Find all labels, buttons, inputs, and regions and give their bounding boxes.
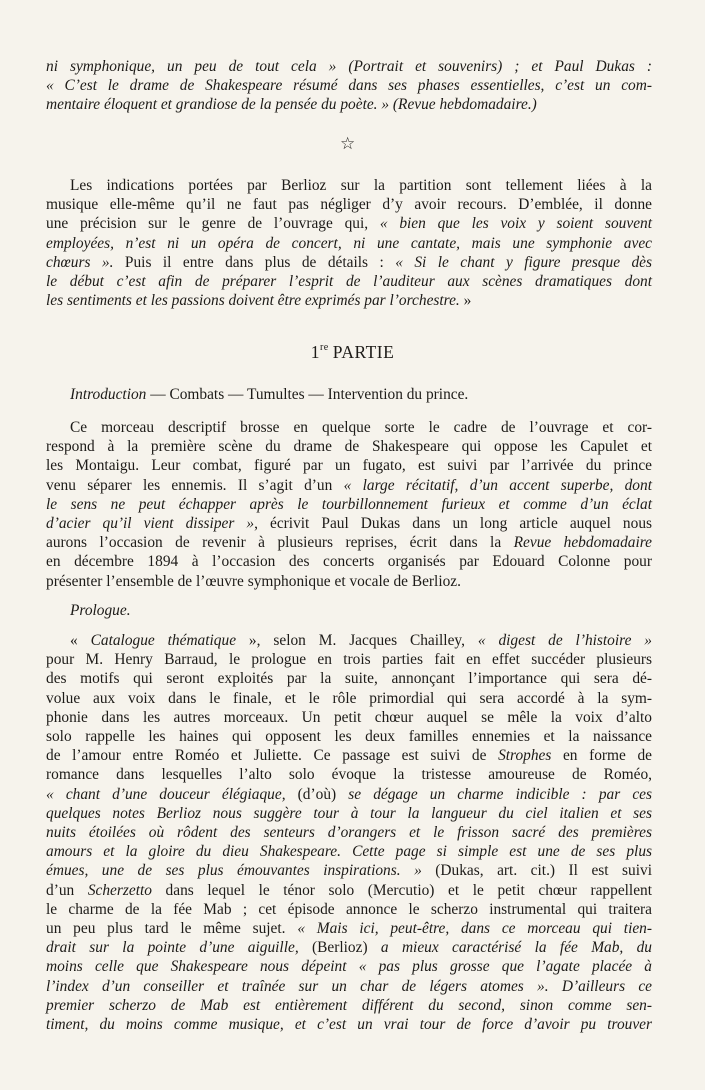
star-separator-icon: ☆ <box>340 134 356 153</box>
text-line: « chant d’une douceur élégiaque, (d’où) se dégage un charme indicible : par ces <box>46 785 652 803</box>
text-line: drait sur la pointe d’une aiguille, (Berlioz) a mieux caractérisé la fée Mab, du <box>46 939 652 957</box>
text-line: quelques notes Berlioz nous suggère tour à tour la langueur du ciel italien et ses <box>46 804 652 822</box>
text-line: le sens ne peut échapper après le tourbillonnement furieux et comme d’un éclat <box>46 495 652 513</box>
text-line: « Catalogue thématique », selon M. Jacques Chailley, « digest de l’histoire » <box>70 632 653 649</box>
text-line: une précision sur le genre de l’ouvrage qui, « bien que les voix y soient souvent <box>46 215 652 233</box>
text-line: amours et la gloire du dieu Shakespeare. Cette page si simple est une de ses plus <box>46 843 652 861</box>
text-line: volue aux voix dans le finale, et le rôle primordial qui sera accordé à la sym- <box>46 689 652 707</box>
text-line: l’index d’un conseiller et traînée sur un char de légers atomes ». D’ailleurs ce <box>46 977 652 995</box>
text-line: ni symphonique, un peu de tout cela » (Portrait et souvenirs) ; et Paul Dukas : <box>46 58 652 75</box>
text-line: chœurs ». Puis il entre dans plus de détails : « Si le chant y figure presque dès <box>46 253 652 271</box>
prologue-paragraph <box>46 631 652 1034</box>
section-heading: 1re PARTIE <box>310 342 395 362</box>
text-line: timent, du moins comme musique, et c’est un vrai tour de force d’avoir pu trouver <box>46 1016 652 1034</box>
text-line: en décembre 1894 à l’occasion des concerts organisés par Edouard Colonne pour <box>46 553 652 571</box>
text-line: émues, une de ses plus émouvantes inspirations. » (Dukas, art. cit.) Il est suivi <box>46 862 652 880</box>
text-line: Ce morceau descriptif brosse en quelque sorte le cadre de l’ouvrage et cor- <box>70 419 652 436</box>
text-line: « C’est le drame de Shakespeare résumé dans ses phases essentielles, c’est un com- <box>46 77 652 95</box>
text-line: phonie dans les autres morceaux. Un petit chœur auquel se mêle la voix d’alto <box>46 708 652 726</box>
prologue-title: Prologue. <box>70 602 131 619</box>
berlioz-indications-paragraph <box>46 176 652 310</box>
text-line: employées, n’est ni un opéra de concert, ni une cantate, mais une symphonie avec <box>46 234 652 252</box>
text-line: aurons l’occasion de revenir à plusieurs reprises, écrit dans la Revue hebdomadaire <box>46 534 652 552</box>
text-line: les sentiments et les passions doivent être exprimés par l’orchestre. » <box>46 292 472 310</box>
text-line: respond à la première scène du drame de Shakespeare qui oppose les Capulet et <box>46 438 652 456</box>
text-line: les Montaigu. Leur combat, figuré par un fugato, est suivi par l’arrivée du prince <box>46 457 652 475</box>
text-line: de l’amour entre Roméo et Juliette. Ce passage est suivi de Strophes en forme de <box>46 747 652 765</box>
text-line: le charme de la fée Mab ; cet épisode annonce le scherzo instrumental qui traitera <box>46 900 652 918</box>
text-line: romance dans lesquelles l’alto solo évoque la tristesse amoureuse de Roméo, <box>46 766 652 784</box>
text-line: premier scherzo de Mab est entièrement différent du second, sinon comme sen- <box>46 996 652 1014</box>
introduction-paragraph <box>46 418 652 591</box>
text-line: venu séparer les ennemis. Il s’agit d’un « large récitatif, d’un accent superbe, dont <box>46 476 652 494</box>
text-line: pour M. Henry Barraud, le prologue en trois parties fait en effet succéder plusieurs <box>46 651 652 669</box>
text-line: mentaire éloquent et grandiose de la pensée du poète. » (Revue hebdomadaire.) <box>46 96 537 114</box>
text-line: le début c’est afin de préparer l’esprit de l’auditeur aux scènes dramatiques dont <box>46 273 652 291</box>
text-line: d’acier qu’il vient dissiper », écrivit Paul Dukas dans un long article auquel nous <box>46 515 652 533</box>
text-line: d’un Scherzetto dans lequel le ténor solo (Mercutio) et le petit chœur rappellent <box>46 881 653 899</box>
text-line: moins celle que Shakespeare nous dépeint « pas plus grosse que l’agate placée à <box>46 958 652 976</box>
opening-quote-paragraph <box>46 57 652 115</box>
section-subtitle: Introduction — Combats — Tumultes — Intervention du prince. <box>70 386 469 403</box>
text-line: présenter l’ensemble de l’œuvre symphonique et vocale de Berlioz. <box>46 572 461 590</box>
text-line: des motifs qui seront exploités par la suite, annonçant l’importance qui sera dé- <box>46 670 652 688</box>
text-line: musique elle-même qu’il ne faut pas négliger d’y avoir recours. D’emblée, il donne <box>46 196 652 214</box>
text-line: un peu plus tard le même sujet. « Mais ici, peut-être, dans ce morceau qui tien- <box>46 920 652 938</box>
text-line: solo rappelle les haines qui opposent les deux familles ennemies et la naissance <box>46 728 652 746</box>
text-line: nuits étoilées où rôdent des senteurs d’orangers et le frisson sacré des premières <box>46 824 652 842</box>
text-line: Les indications portées par Berlioz sur la partition sont tellement liées à la <box>70 177 652 194</box>
